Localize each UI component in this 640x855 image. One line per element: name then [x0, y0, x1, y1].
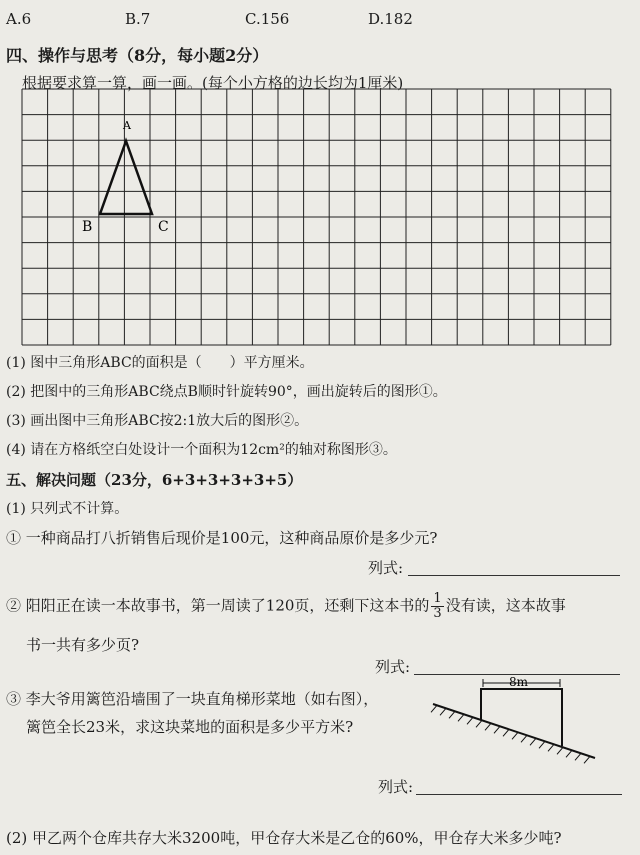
- problem-3-line1: ③ 李大爷用篱笆沿墙围了一块直角梯形菜地（如右图），: [6, 690, 379, 708]
- section5-title: 五、解决问题（23分，6+3+3+3+3+5）: [6, 471, 303, 489]
- fraction-denominator: 3: [433, 606, 442, 621]
- s4-q3: (3) 画出图中三角形ABC按2:1放大后的图形②。: [6, 413, 309, 429]
- s4-q2: (2) 把图中的三角形ABC绕点B顺时针旋转90°，画出旋转后的图形①。: [6, 384, 447, 400]
- wall-hatching: [431, 705, 590, 763]
- answer-label-2: 列式:: [375, 658, 411, 676]
- problem-2: [6, 592, 566, 621]
- label-c: C: [158, 219, 169, 235]
- hatch-mark: [431, 705, 437, 712]
- hatch-mark: [476, 720, 482, 727]
- s4-q4: (4) 请在方格纸空白处设计一个面积为12cm²的轴对称图形③。: [6, 442, 397, 458]
- label-b: B: [82, 219, 93, 235]
- answer-line-1: [408, 575, 620, 576]
- answer-label-3: 列式:: [378, 778, 414, 796]
- hatch-mark: [512, 732, 518, 739]
- triangle-abc: [100, 141, 152, 214]
- trapezoid-figure: [425, 672, 625, 764]
- hatch-mark: [503, 729, 509, 736]
- dimension-label: 8m: [509, 675, 529, 689]
- problem-2-line2: 书一共有多少页?: [26, 636, 140, 654]
- hatch-mark: [449, 711, 455, 718]
- problem-3-line2: 篱笆全长23米，求这块菜地的面积是多少平方米?: [26, 718, 354, 736]
- hatch-mark: [584, 756, 590, 763]
- label-a: A: [123, 119, 131, 132]
- s4-q1: (1) 图中三角形ABC的面积是（ ）平方厘米。: [6, 355, 314, 371]
- hatch-mark: [566, 750, 572, 757]
- grid: [22, 89, 611, 345]
- option-d: D.182: [368, 10, 413, 28]
- option-b: B.7: [125, 10, 151, 28]
- s5-q2: (2) 甲乙两个仓库共存大米3200吨，甲仓存大米是乙仓的60%，甲仓存大米多少吨?: [6, 829, 562, 847]
- hatch-mark: [458, 714, 464, 721]
- wall-line: [433, 704, 595, 758]
- problem-1: ① 一种商品打八折销售后现价是100元，这种商品原价是多少元?: [6, 529, 438, 547]
- hatch-mark: [440, 708, 446, 715]
- grid-figure: [0, 0, 640, 360]
- option-c: C.156: [245, 10, 290, 28]
- hatch-mark: [557, 747, 563, 754]
- hatch-mark: [521, 735, 527, 742]
- answer-label-1: 列式:: [368, 559, 404, 577]
- fraction-numerator: 1: [433, 591, 442, 606]
- problem-2-text: ② 阳阳正在读一本故事书，第一周读了120页，还剩下这本书的: [6, 596, 430, 615]
- section4-instruction: 根据要求算一算，画一画。(每个小方格的边长均为1厘米): [22, 74, 404, 92]
- problem-2-text-end: 没有读，这本故事: [445, 596, 566, 615]
- hatch-mark: [539, 741, 545, 748]
- hatch-mark: [548, 744, 554, 751]
- s5-sub1: (1) 只列式不计算。: [6, 501, 129, 517]
- fence: [481, 689, 562, 746]
- hatch-mark: [494, 726, 500, 733]
- hatch-mark: [485, 723, 491, 730]
- fraction-one-third: [431, 592, 443, 621]
- answer-line-3: [416, 794, 622, 795]
- hatch-mark: [575, 753, 581, 760]
- section4-title: 四、操作与思考（8分，每小题2分）: [6, 46, 269, 65]
- option-a: A.6: [6, 10, 32, 28]
- hatch-mark: [530, 738, 536, 745]
- hatch-mark: [467, 717, 473, 724]
